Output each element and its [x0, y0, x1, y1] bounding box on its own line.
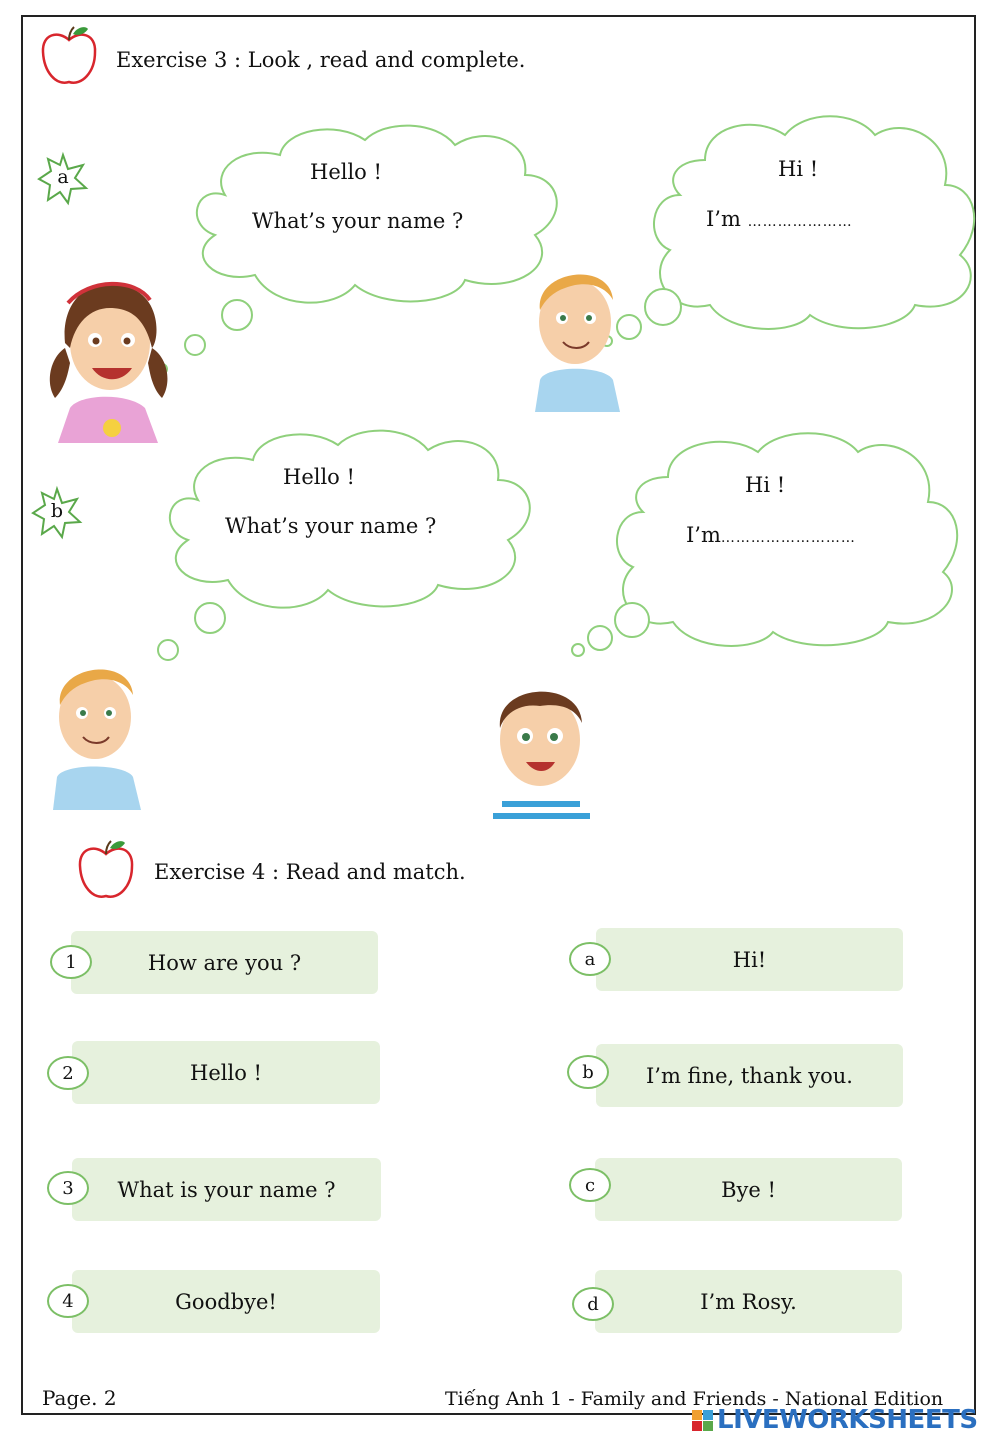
number-badge-1: 1 — [50, 945, 92, 979]
match-text: How are you ? — [147, 950, 302, 975]
bubble-text-hello: Hello ! — [310, 160, 382, 184]
exercise3-title: Exercise 3 : Look , read and complete. — [116, 48, 526, 72]
match-right-c[interactable] — [595, 1158, 902, 1221]
girl-illustration — [40, 278, 175, 443]
boy-striped-shirt-illustration — [480, 678, 602, 828]
page-number: Page. 2 — [42, 1386, 117, 1410]
match-text: Goodbye! — [175, 1289, 277, 1314]
match-left-1[interactable] — [71, 931, 378, 994]
apple-icon — [40, 26, 98, 88]
bubble-text-im: I’m……………………… — [686, 523, 856, 547]
match-right-a[interactable] — [596, 928, 903, 991]
boy-blond-illustration — [45, 655, 145, 810]
exercise4-title: Exercise 4 : Read and match. — [154, 860, 466, 884]
match-left-2[interactable] — [72, 1041, 380, 1104]
book-title: Tiếng Anh 1 - Family and Friends - National Edition — [445, 1388, 944, 1410]
letter-badge-a: a — [569, 942, 611, 976]
liveworksheets-logo-icon — [692, 1410, 713, 1431]
bubble-text-question: What’s your name ? — [225, 514, 437, 538]
bubble-text-hello: Hello ! — [283, 465, 355, 489]
number-badge-4: 4 — [47, 1284, 89, 1318]
answer-blank[interactable]: ……………………… — [720, 530, 856, 546]
match-text: What is your name ? — [117, 1177, 336, 1202]
number-badge-3: 3 — [47, 1171, 89, 1205]
match-text: I’m fine, thank you. — [646, 1063, 853, 1088]
match-left-4[interactable] — [72, 1270, 380, 1333]
answer-blank[interactable]: ………………… — [747, 214, 853, 230]
apple-icon — [77, 840, 135, 902]
bubble-text-im: I’m ………………… — [706, 207, 853, 231]
match-right-d[interactable] — [595, 1270, 902, 1333]
liveworksheets-watermark — [692, 1405, 978, 1435]
letter-badge-b: b — [567, 1055, 609, 1089]
bubble-text-hi: Hi ! — [778, 157, 819, 181]
match-right-b[interactable] — [596, 1044, 903, 1107]
bubble-text-hi: Hi ! — [745, 473, 786, 497]
match-text: Hello ! — [190, 1060, 262, 1085]
match-text: Hi! — [732, 947, 767, 972]
match-left-3[interactable] — [72, 1158, 381, 1221]
item-letter-b: b — [50, 500, 64, 522]
watermark-text: LIVEWORKSHEETS — [717, 1405, 978, 1435]
number-badge-2: 2 — [47, 1056, 89, 1090]
match-text: I’m Rosy. — [700, 1289, 797, 1314]
boy-blond-illustration — [525, 260, 625, 412]
match-text: Bye ! — [721, 1177, 776, 1202]
letter-badge-d: d — [572, 1287, 614, 1321]
bubble-text-question: What’s your name ? — [252, 209, 464, 233]
item-letter-a: a — [57, 166, 69, 188]
letter-badge-c: c — [569, 1168, 611, 1202]
